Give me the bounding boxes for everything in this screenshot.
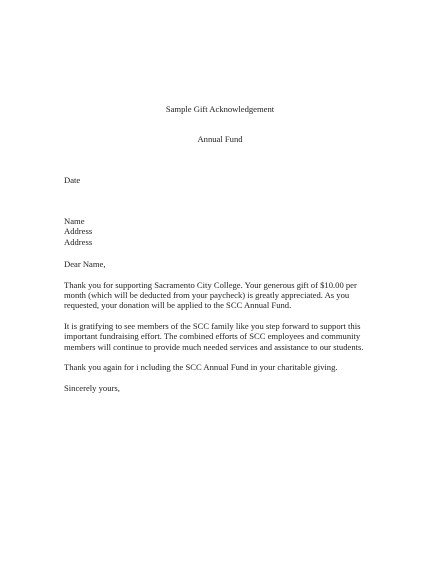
paragraph-1-line: requested, your donation will be applied to the SCC Annual Fund.: [64, 300, 292, 310]
recipient-address-line-2: Address: [64, 237, 93, 247]
paragraph-1-line: month (which will be deducted from your paycheck) is greatly appreciated. As you: [64, 290, 350, 300]
paragraph-2-line: important fundraising effort. The combined efforts of SCC employees and community: [64, 331, 361, 341]
letter-title: Sample Gift Acknowledgement: [165, 104, 275, 114]
paragraph-1-line: Thank you for supporting Sacramento City College. Your generous gift of $10.00 per: [64, 280, 357, 290]
recipient-address-line-1: Address: [64, 226, 93, 236]
paragraph-3-line: Thank you again for i ncluding the SCC Annual Fund in your charitable giving.: [64, 362, 338, 372]
letter-subtitle: Annual Fund: [197, 134, 243, 144]
date-line: Date: [64, 175, 81, 185]
paragraph-2-line: It is gratifying to see members of the SCC family like you step forward to support this: [64, 321, 361, 331]
recipient-name: Name: [64, 216, 85, 226]
paragraph-2-line: members will continue to provide much needed services and assistance to our students.: [64, 342, 364, 352]
closing: Sincerely yours,: [64, 383, 120, 393]
salutation: Dear Name,: [64, 259, 106, 269]
